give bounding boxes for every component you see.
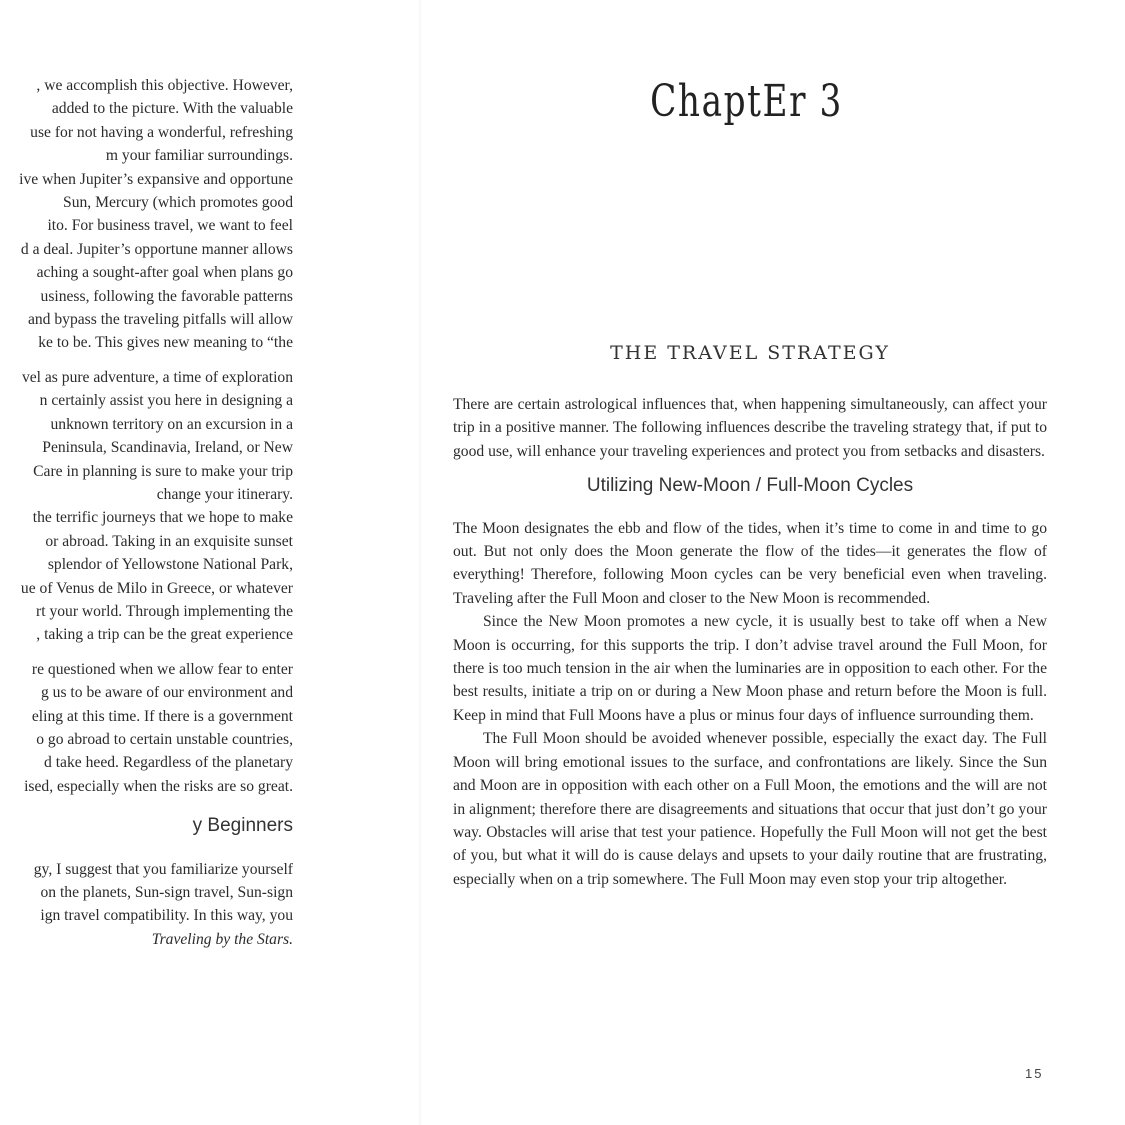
left-page: [0, 0, 420, 1125]
left-text-line: added to the picture. With the valuable: [51, 100, 293, 118]
left-text-line: Peninsula, Scandinavia, Ireland, or New: [42, 439, 293, 457]
left-text-line: unknown territory on an excursion in a: [50, 415, 293, 433]
left-paragraph-2: [0, 366, 293, 647]
left-paragraph-1: [0, 74, 293, 355]
left-text-line: Care in planning is sure to make your trip: [33, 462, 293, 480]
left-text-line: and bypass the traveling pitfalls will allow: [27, 311, 293, 329]
left-text-line: gy, I suggest that you familiarize yourself: [33, 860, 293, 878]
left-text-line: vel as pure adventure, a time of exploration: [21, 368, 293, 386]
left-text-line: m your familiar surroundings.: [105, 147, 293, 165]
left-text-line: rt your world. Through implementing the: [36, 602, 293, 620]
left-text-line: usiness, following the favorable patterns: [40, 287, 293, 305]
left-text-line: o go abroad to certain unstable countries,: [36, 730, 293, 748]
chapter-title: ChaptEr 3: [650, 76, 843, 127]
left-text-line: ign travel compatibility. In this way, you: [40, 907, 293, 925]
intro-paragraph: There are certain astrological influences that, when happening simultaneously, can affect your trip in a positive manner. The following influences describe the traveling strategy that, if put to good use, will enhance your traveling experiences and protect you from setbacks and disasters.: [453, 396, 1047, 460]
left-text-line: n certainly assist you here in designing a: [39, 392, 293, 410]
paragraph-moon-tides: The Moon designates the ebb and flow of the tides, when it’s time to come in and time to go out. But not only does the Moon generate the flow of the tides—it generates the flow of everything! Therefore, following Moon cycles can be very beneficial even when traveling. Traveling after the Full Moon and closer to the New Moon is recommended.: [453, 519, 1047, 607]
left-italic-title: [0, 928, 293, 951]
right-page-text: [453, 393, 1047, 891]
left-text-line: g us to be aware of our environment and: [40, 684, 293, 702]
left-paragraph-3: [0, 658, 293, 798]
left-page-text: [0, 74, 293, 951]
page-number: 15: [1025, 1066, 1044, 1081]
left-text-line: ue of Venus de Milo in Greece, or whatever: [20, 579, 293, 597]
left-text-line: ised, especially when the risks are so great.: [24, 777, 293, 795]
left-text-line: use for not having a wonderful, refreshing: [30, 123, 293, 141]
left-text-line: d take heed. Regardless of the planetary: [44, 754, 293, 772]
left-paragraph-4: [0, 858, 293, 928]
section-title: THE TRAVEL STRATEGY: [610, 342, 890, 364]
paragraph-full-moon: The Full Moon should be avoided whenever possible, especially the exact day. The Full Moon will bring emotional issues to the surface, and confrontations are likely. Since the Sun and Moon are in opposition with each other on a Full Moon, the emotions and the will are not in alignment; therefore there are disagreements and situations that occur that just don’t go your way. Obstacles will arise that test your patience. Hopefully the Full Moon will not get the best of you, but what it will do is cause delays and upsets to your daily routine that are frustrating, especially when on a trip somewhere. The Full Moon may even stop your trip altogether.: [453, 730, 1047, 888]
left-text-line: ito. For business travel, we want to feel: [47, 217, 293, 235]
left-text-line: on the planets, Sun-sign travel, Sun-sign: [40, 884, 293, 901]
book-title-italic: Traveling by the Stars.: [151, 930, 293, 948]
left-text-line: re questioned when we allow fear to enter: [31, 660, 293, 678]
paragraph-new-moon: Since the New Moon promotes a new cycle, it is usually best to take off when a New Moon is occurring, for this supports the trip. I don’t advise travel around the Full Moon, for there is too much tension in the air when the luminaries are in opposition to each other. For the best results, initiate a trip on or during a New Moon phase and return before the Moon is full. Keep in mind that Full Moons have a plus or minus four days of influence surrounding them.: [453, 613, 1047, 724]
left-text-line: Sun, Mercury (which promotes good: [63, 194, 293, 212]
left-text-line: splendor of Yellowstone National Park,: [47, 556, 293, 574]
left-text-line: , taking a trip can be the great experience: [36, 626, 293, 644]
left-text-line: , we accomplish this objective. However,: [36, 77, 293, 94]
left-text-line: eling at this time. If there is a government: [31, 707, 293, 725]
left-text-line: ive when Jupiter’s expansive and opportune: [19, 170, 293, 188]
left-section-heading: y Beginners: [192, 815, 293, 837]
left-text-line: the terrific journeys that we hope to make: [32, 509, 293, 527]
left-text-line: change your itinerary.: [156, 485, 293, 503]
left-text-line: or abroad. Taking in an exquisite sunset: [45, 532, 293, 550]
left-text-line: d a deal. Jupiter’s opportune manner allows: [20, 240, 293, 258]
left-text-line: aching a sought-after goal when plans go: [36, 264, 293, 282]
left-text-line: ke to be. This gives new meaning to “the: [38, 334, 293, 352]
subsection-heading: Utilizing New-Moon / Full-Moon Cycles: [586, 475, 914, 497]
right-page: [420, 0, 1125, 1125]
